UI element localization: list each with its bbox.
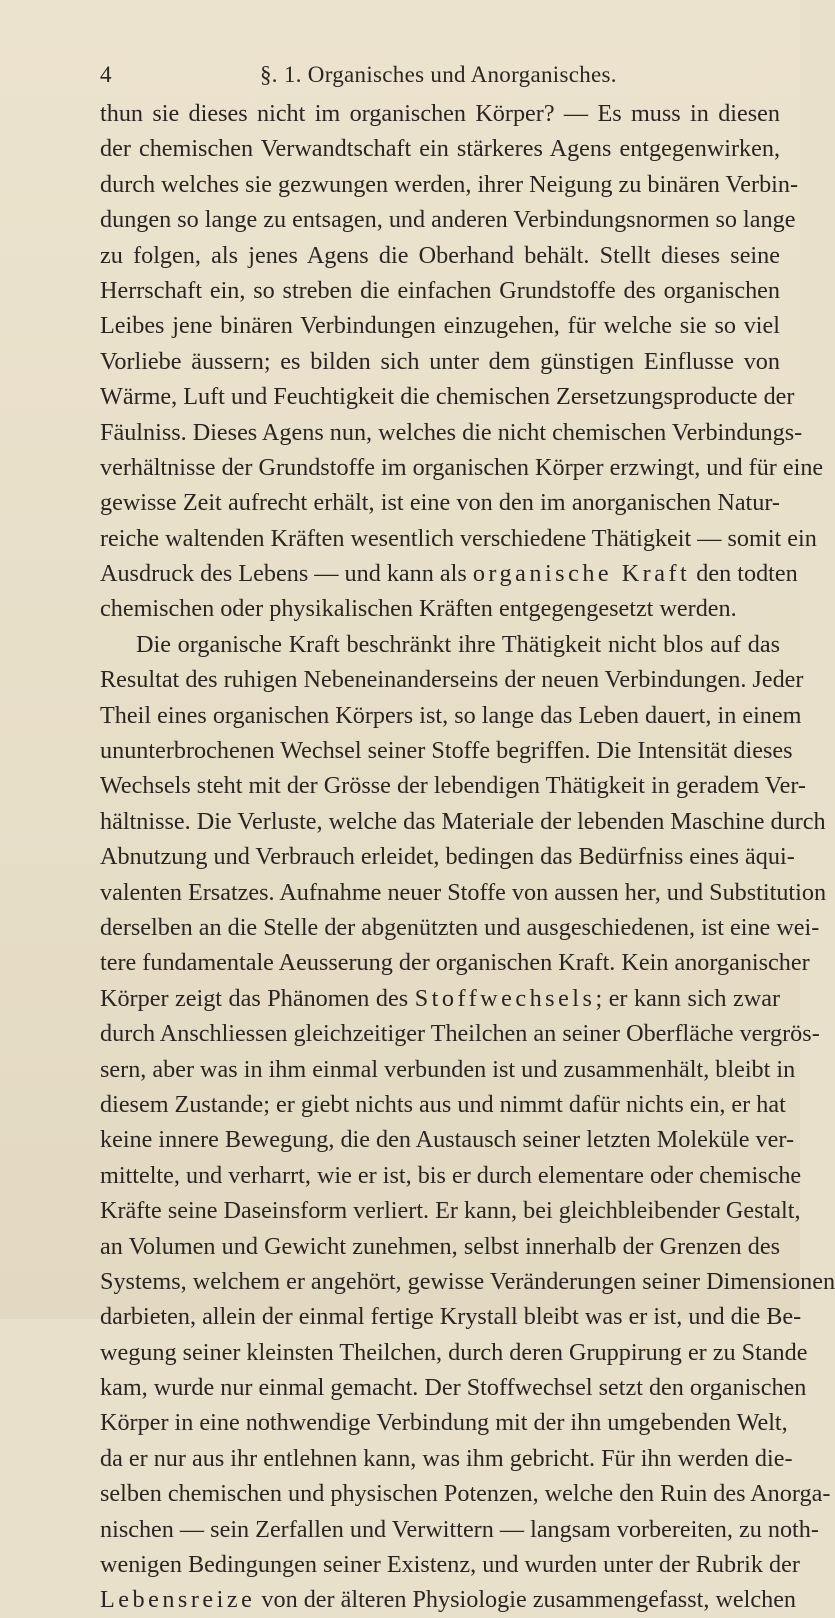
text-line <box>100 1547 800 1582</box>
page-header <box>100 62 780 92</box>
text-segment: Vorliebe äussern; es bilden sich unter dem günstigen Einflusse von <box>100 347 780 375</box>
text-line <box>100 485 780 520</box>
text-segment: kam, wurde nur einmal gemacht. Der Stoffwechsel setzt den organischen <box>100 1374 807 1402</box>
text-segment: Fäulniss. Dieses Agens nun, welches die nicht chemischen Verbindungs- <box>100 418 803 446</box>
text-line <box>100 1512 819 1547</box>
text-line <box>100 1122 794 1157</box>
text-line <box>100 1405 788 1440</box>
text-segment: wegung seiner kleinsten Theilchen, durch deren Gruppirung er zu Stande <box>100 1338 808 1366</box>
text-line <box>100 1299 802 1334</box>
text-segment: zu folgen, als jenes Agens die Oberhand behält. Stellt dieses seine <box>100 241 780 269</box>
text-segment: ununterbrochenen Wechsel seiner Stoffe begriffen. Die Intensität dieses <box>100 737 793 765</box>
text-line <box>100 981 780 1016</box>
text-line <box>100 768 806 803</box>
text-line <box>100 945 810 980</box>
emphasized-term: organische Kraft <box>472 560 691 588</box>
text-line <box>100 910 820 945</box>
text-segment: da er nur aus ihr entlehnen kann, was ihm gebricht. Für ihn werden die- <box>100 1444 793 1472</box>
text-segment: Herrschaft ein, so streben die einfachen Grundstoffe des organischen <box>100 276 780 304</box>
text-line <box>100 1370 807 1405</box>
text-segment: Systems, welchem er angehört, gewisse Veränderungen seiner Dimensionen <box>100 1267 835 1295</box>
text-segment: nischen — sein Zerfallen und Verwittern — langsam vorbereiten, zu noth- <box>100 1515 819 1543</box>
text-line <box>100 698 802 733</box>
text-line <box>100 238 780 273</box>
text-line <box>100 662 804 697</box>
text-line <box>100 1087 786 1122</box>
running-title: §. 1. Organisches und Anorganisches. <box>260 62 617 87</box>
text-line <box>100 1264 835 1299</box>
text-line <box>100 344 780 379</box>
text-segment: Die organische Kraft beschränkt ihre Thätigkeit nicht blos auf das <box>136 630 780 658</box>
text-line <box>100 1193 801 1228</box>
text-segment: Wechsels steht mit der Grösse der lebendigen Thätigkeit in geradem Ver- <box>100 772 806 800</box>
text-segment: der chemischen Verwandtschaft ein stärkeres Agens entgegenwirken, <box>100 135 780 163</box>
text-segment: Theil eines organischen Körpers ist, so lange das Leben dauert, in einem <box>100 701 802 729</box>
text-line <box>100 521 817 556</box>
text-line <box>100 415 803 450</box>
text-segment: von der älteren Physiologie zusammengefasst, welchen <box>255 1586 797 1614</box>
text-line <box>100 1335 808 1370</box>
text-segment: Ausdruck des Lebens — und kann als <box>100 560 473 588</box>
text-line <box>100 273 780 308</box>
text-line <box>100 1052 796 1087</box>
text-segment: Wärme, Luft und Feuchtigkeit die chemischen Zersetzungsproducte der <box>100 383 795 411</box>
text-segment: Leibes jene binären Verbindungen einzugehen, für welche sie so viel <box>100 312 780 340</box>
text-segment: ; er kann sich zwar <box>595 984 780 1012</box>
text-line <box>100 96 780 131</box>
text-line <box>100 1582 797 1617</box>
text-segment: sern, aber was in ihm einmal verbunden ist und zusammenhält, bleibt in <box>100 1055 796 1083</box>
text-segment: selben chemischen und physischen Potenzen, welche den Ruin des Anorga- <box>100 1480 831 1508</box>
body-text <box>100 96 835 1618</box>
text-segment: darbieten, allein der einmal fertige Krystall bleibt was er ist, und die Be- <box>100 1303 802 1331</box>
text-segment: durch Anschliessen gleichzeitiger Theilchen an seiner Oberfläche vergrös- <box>100 1020 820 1048</box>
text-segment: reiche waltenden Kräften wesentlich verschiedene Thätigkeit — somit ein <box>100 524 817 552</box>
text-segment: chemischen oder physikalischen Kräften entgegengesetzt werden. <box>100 595 737 623</box>
text-line <box>100 1158 802 1193</box>
text-line <box>100 167 799 202</box>
text-line <box>100 1016 820 1051</box>
page-number: 4 <box>100 62 112 87</box>
text-line <box>100 627 780 662</box>
text-line <box>100 733 793 768</box>
text-segment: valenten Ersatzes. Aufnahme neuer Stoffe von aussen her, und Substitution <box>100 878 827 906</box>
text-segment: gewisse Zeit aufrecht erhält, ist eine von den im anorganischen Natur- <box>100 489 780 517</box>
text-segment: Körper zeigt das Phänomen des <box>100 984 415 1012</box>
text-line <box>100 379 795 414</box>
text-segment: derselben an die Stelle der abgenützten und ausgeschiedenen, ist eine wei- <box>100 913 820 941</box>
text-line <box>100 131 780 166</box>
text-line <box>100 308 780 343</box>
text-line <box>100 804 826 839</box>
text-line <box>100 1229 780 1264</box>
text-segment: Körper in eine nothwendige Verbindung mit der ihn umgebenden Welt, <box>100 1409 788 1437</box>
text-segment: Kräfte seine Daseinsform verliert. Er kann, bei gleichbleibender Gestalt, <box>100 1197 801 1225</box>
text-segment: durch welches sie gezwungen werden, ihrer Neigung zu binären Verbin- <box>100 170 799 198</box>
text-segment: den todten <box>690 560 798 588</box>
text-segment: hältnisse. Die Verluste, welche das Materiale der lebenden Maschine durch <box>100 807 826 835</box>
text-segment: wenigen Bedingungen seiner Existenz, und wurden unter der Rubrik der <box>100 1551 800 1579</box>
text-segment: dungen so lange zu entsagen, und anderen Verbindungsnormen so lange <box>100 206 796 234</box>
text-segment: mittelte, und verharrt, wie er ist, bis er durch elementare oder chemische <box>100 1161 802 1189</box>
text-segment: Abnutzung und Verbrauch erleidet, bedingen das Bedürfniss eines äqui- <box>100 843 795 871</box>
text-line <box>100 450 824 485</box>
text-segment: diesem Zustande; er giebt nichts aus und nimmt dafür nichts ein, er hat <box>100 1090 786 1118</box>
text-line <box>100 1441 793 1476</box>
text-line <box>100 875 827 910</box>
text-line <box>100 202 796 237</box>
text-line <box>100 556 798 591</box>
text-segment: tere fundamentale Aeusserung der organischen Kraft. Kein anorganischer <box>100 949 810 977</box>
text-line <box>100 591 780 626</box>
text-line <box>100 1476 831 1511</box>
text-segment: verhältnisse der Grundstoffe im organischen Körper erzwingt, und für eine <box>100 453 824 481</box>
emphasized-term: Lebensreize <box>100 1586 256 1614</box>
text-segment: an Volumen und Gewicht zunehmen, selbst innerhalb der Grenzen des <box>100 1232 780 1260</box>
text-line <box>100 839 795 874</box>
text-segment: Resultat des ruhigen Nebeneinanderseins der neuen Verbindungen. Jeder <box>100 666 804 694</box>
emphasized-term: Stoffwechsels <box>414 984 596 1012</box>
text-segment: keine innere Bewegung, die den Austausch seiner letzten Moleküle ver- <box>100 1126 794 1154</box>
text-segment: thun sie dieses nicht im organischen Körper? — Es muss in diesen <box>100 100 780 127</box>
